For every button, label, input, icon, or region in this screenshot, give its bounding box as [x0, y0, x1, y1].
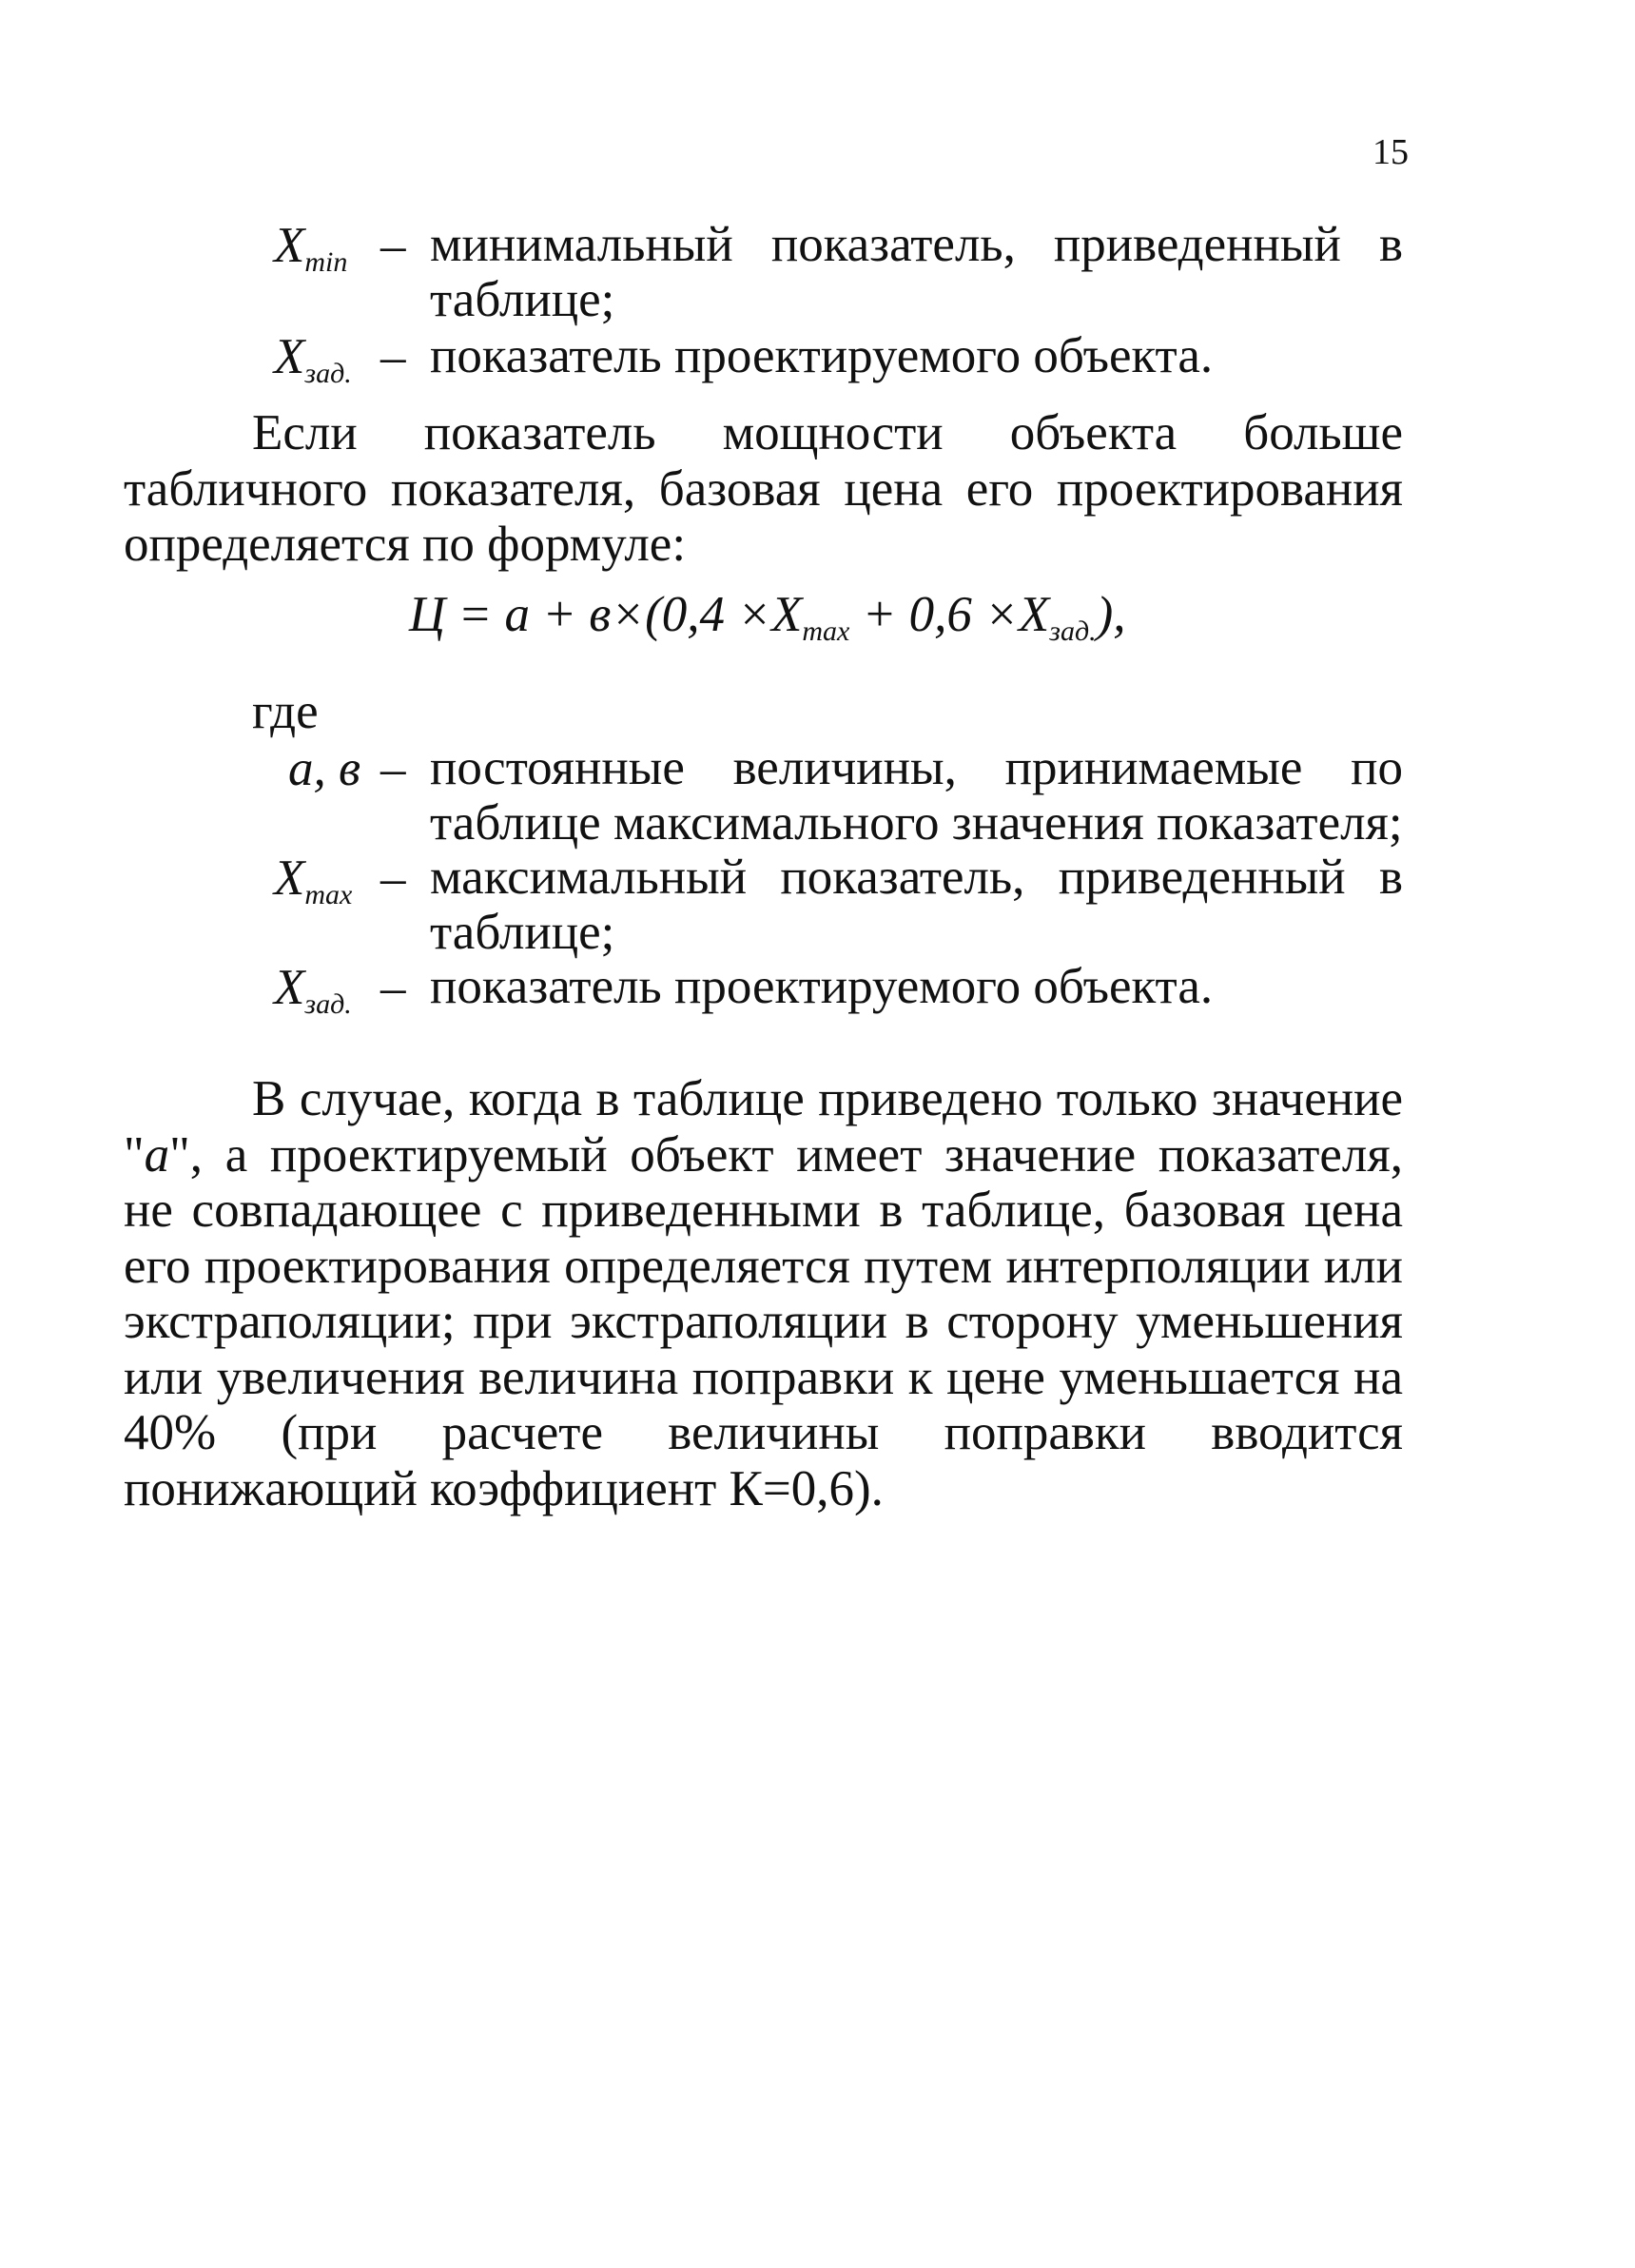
page-number: 15 — [1372, 132, 1409, 172]
symbol-x-max: $X_{max}$ — [274, 850, 353, 910]
definition-x-max: максимальный показатель, приведенный в таблице; — [430, 850, 1403, 960]
symbol-x-min: $X_{min}$ — [274, 218, 348, 278]
definition-dash: – — [380, 960, 406, 1015]
definition-dash: – — [380, 850, 406, 906]
paragraph-1: Если показатель мощности объекта больше табличного показателя, базовая цена его проектирования определяется по формуле: — [124, 405, 1403, 572]
definition-dash: – — [380, 218, 406, 273]
definition-a-v: постоянные величины, принимаемые по таблице максимального значения показателя; — [430, 740, 1403, 850]
definition-dash: – — [380, 329, 406, 384]
paragraph-2: В случае, когда в таблице приведено только значение "а", а проектируемый объект имеет значение показателя, не совпадающее с приведенными в таблице, базовая цена его проектирования определяется путем интерполяции или экстраполяции; при экстраполяции в сторону уменьшения или увеличения величина поправки к цене уменьшается на 40% (при расчете величины поправки вводится понижающий коэффициент К=0,6). — [124, 1071, 1403, 1516]
symbol-x-zad: $X_{зад.}$ — [274, 960, 352, 1020]
formula: $Ц = а + в\times(0,4 \times X_{max} + 0,6 \times X_{зад.})$, — [409, 587, 1126, 647]
where-label: где — [252, 684, 319, 739]
definition-dash: – — [380, 741, 406, 796]
symbol-a-v: а, в — [288, 741, 361, 796]
symbol-x-zad: $X_{зад.}$ — [274, 329, 352, 389]
definition-x-zad: показатель проектируемого объекта. — [430, 328, 1214, 383]
definition-x-zad: показатель проектируемого объекта. — [430, 959, 1214, 1014]
definition-x-min: минимальный показатель, приведенный в таблице; — [430, 217, 1403, 327]
